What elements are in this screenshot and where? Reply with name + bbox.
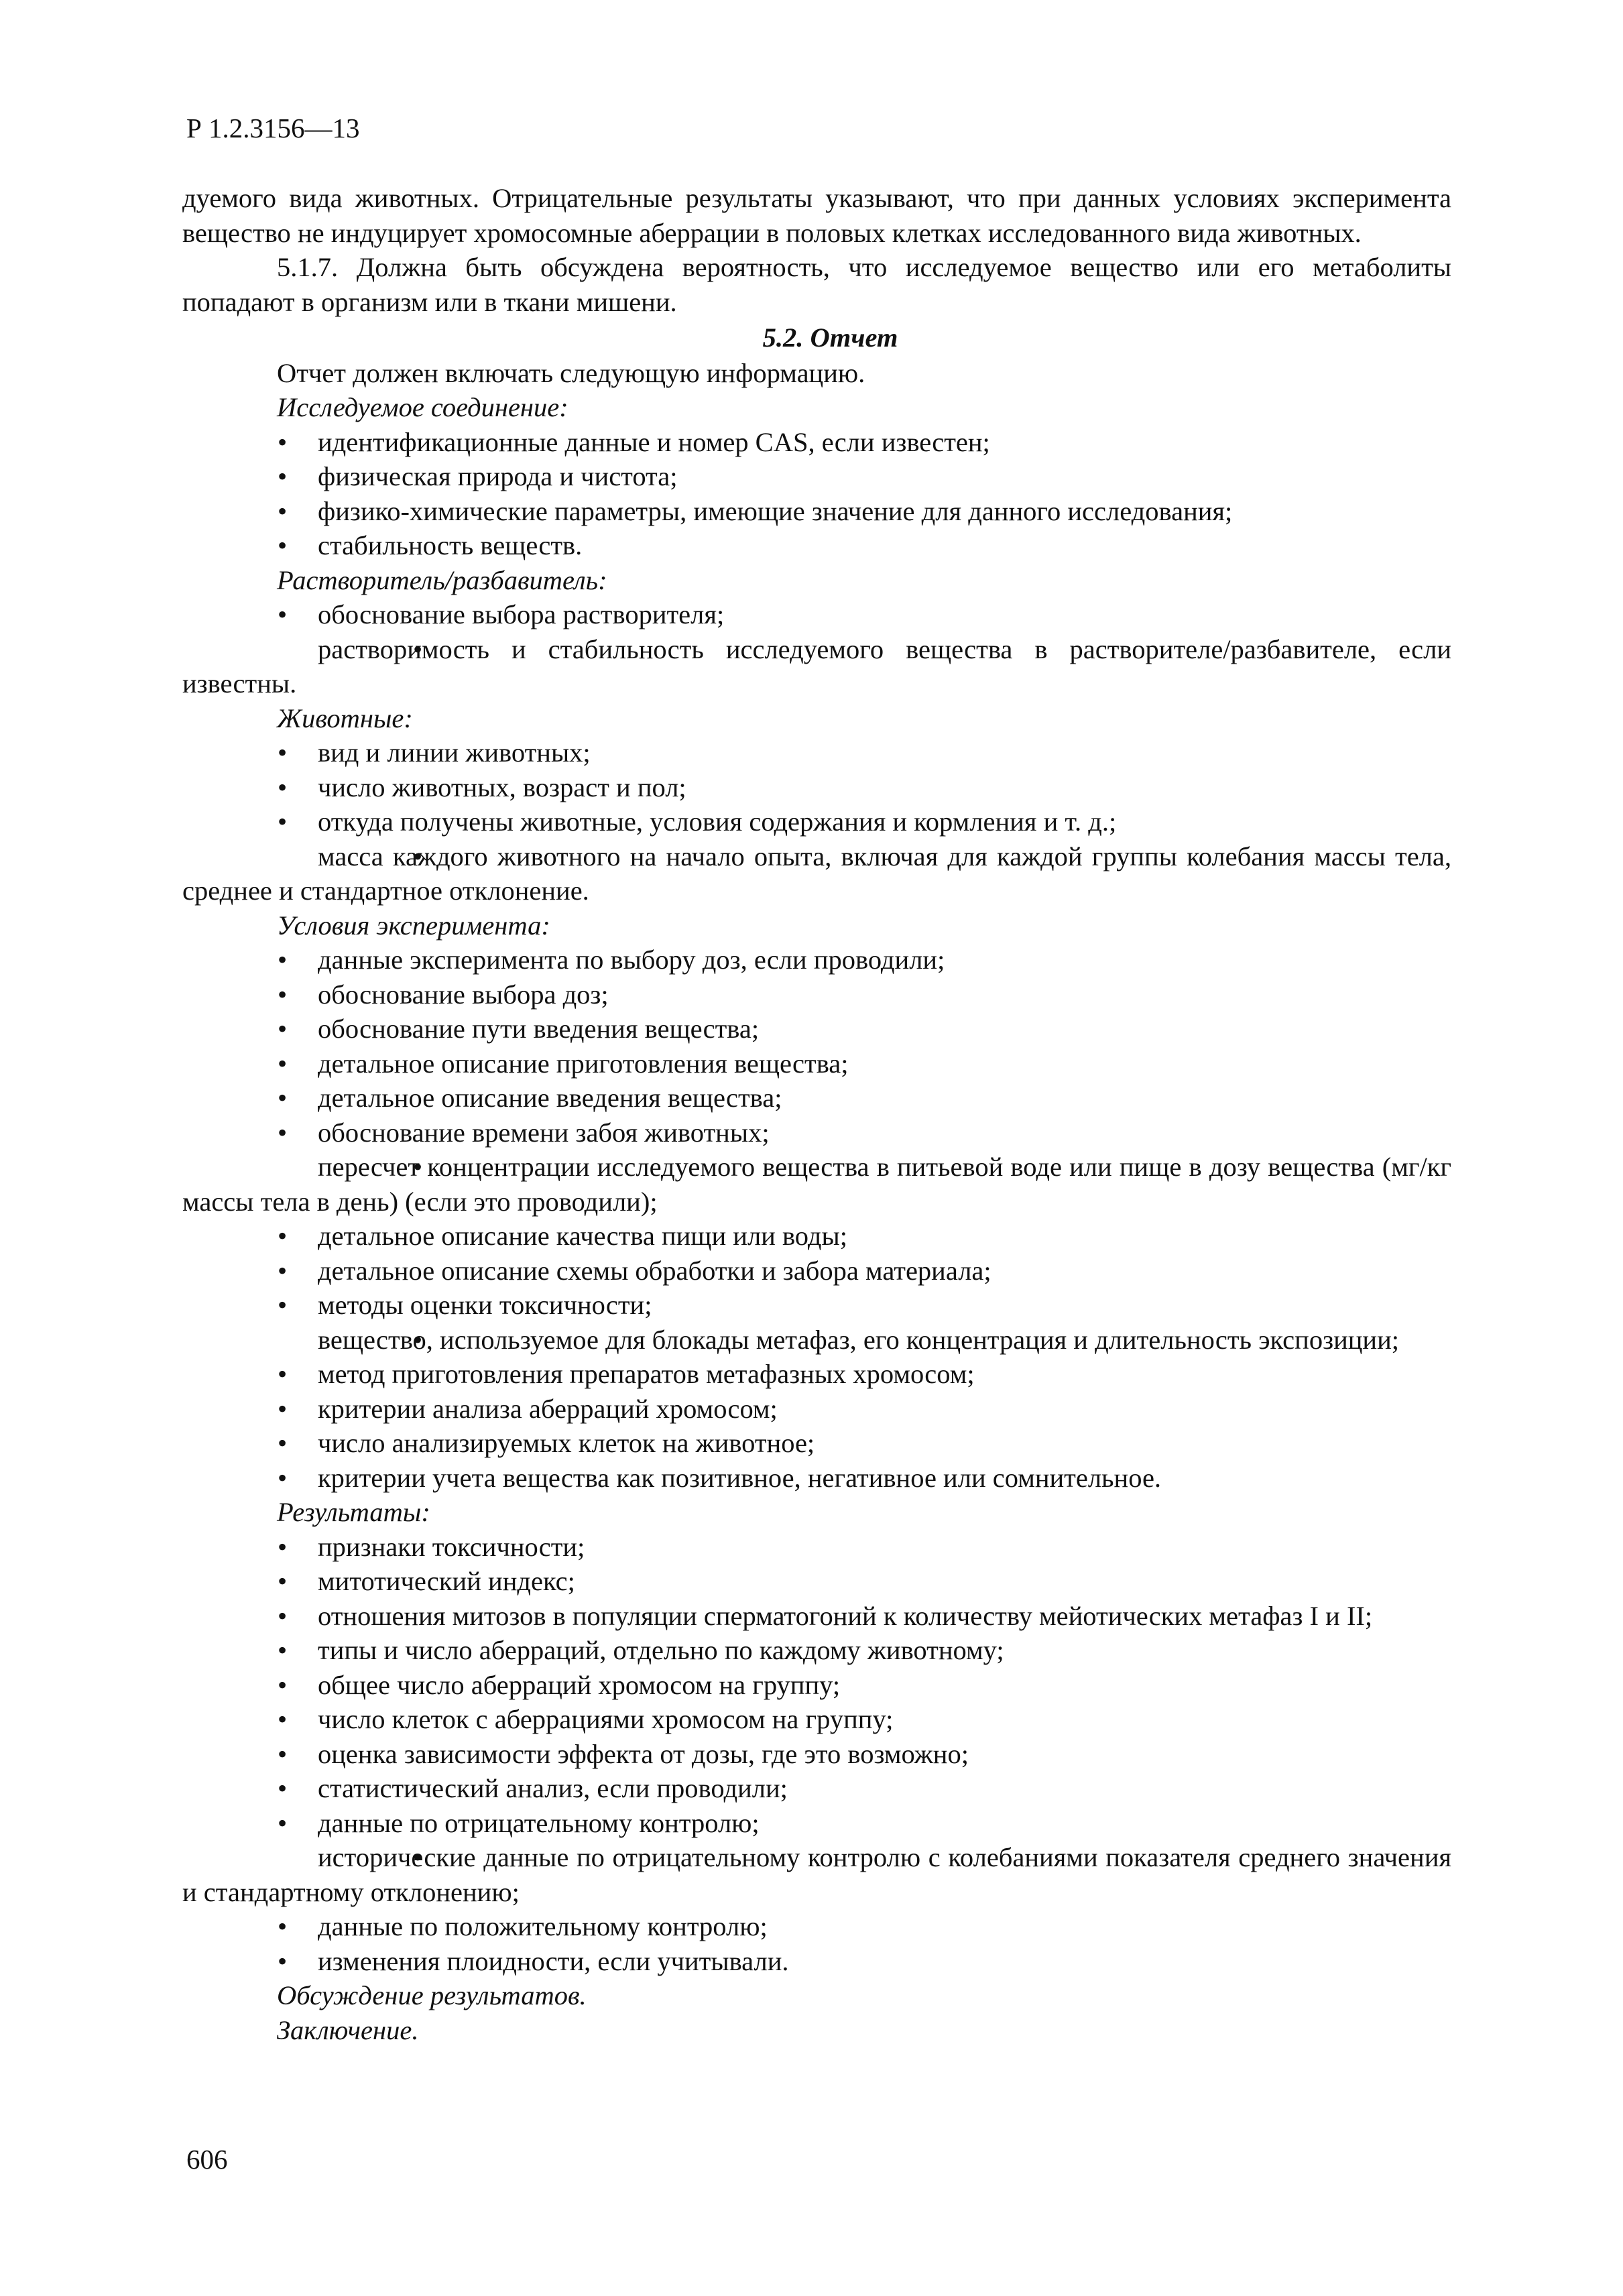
list-item-text: откуда получены животные, условия содержания и кормления и т. д.; — [318, 806, 1117, 837]
list-item-text: методы оценки токсичности; — [318, 1290, 652, 1320]
list-item — [182, 1115, 1451, 1150]
bullet-icon — [278, 1426, 304, 1461]
bullet-icon — [278, 1909, 304, 1944]
list-item — [182, 1323, 1451, 1357]
group-list-solvent — [182, 597, 1451, 701]
list-item — [182, 1426, 1451, 1461]
list-item-text: идентификационные данные и номер CAS, если известен; — [318, 426, 990, 457]
bullet-icon — [278, 1668, 304, 1703]
document-body — [182, 181, 1451, 2047]
list-item — [182, 1840, 1451, 1909]
bullet-icon — [278, 735, 304, 770]
list-item — [182, 1564, 1451, 1599]
list-item — [182, 839, 1451, 908]
group-label-results: Результаты: — [277, 1497, 430, 1527]
list-item — [182, 1357, 1451, 1392]
list-item-text: детальное описание схемы обработки и забора материала; — [318, 1255, 991, 1286]
list-item-text: оценка зависимости эффекта от дозы, где это возможно; — [318, 1738, 969, 1769]
bullet-icon — [278, 804, 304, 839]
group-list-compound — [182, 425, 1451, 563]
list-item-text: физическая природа и чистота; — [318, 461, 678, 491]
bullet-icon — [278, 1254, 304, 1288]
list-item-text: вещество, используемое для блокады метафаз, его концентрация и длительность экспозиции; — [318, 1324, 1400, 1355]
list-item — [182, 943, 1451, 977]
section-lead: Отчет должен включать следующую информацию. — [277, 357, 865, 388]
bullet-icon — [278, 459, 304, 494]
bullet-icon — [278, 1806, 304, 1841]
bullet-icon — [278, 1702, 304, 1737]
bullet-icon — [278, 1081, 304, 1115]
list-item — [182, 1599, 1451, 1634]
list-item-text: митотический индекс; — [318, 1566, 575, 1596]
list-item — [182, 804, 1451, 839]
list-item-text: детальное описание качества пищи или воды; — [318, 1221, 847, 1251]
list-item-text: типы и число аберраций, отдельно по каждому животному; — [318, 1635, 1004, 1665]
group-label-conditions: Условия эксперимента: — [277, 910, 550, 941]
list-item — [182, 459, 1451, 494]
list-item-text: число клеток с аберрациями хромосом на группу; — [318, 1704, 894, 1734]
list-item-text: стабильность веществ. — [318, 530, 583, 560]
list-item — [182, 1702, 1451, 1737]
bullet-icon — [278, 839, 304, 874]
list-item-text: обоснование выбора растворителя; — [318, 599, 725, 629]
list-item — [182, 1909, 1451, 1944]
list-item — [182, 1046, 1451, 1081]
bullet-icon — [278, 1771, 304, 1806]
list-item — [182, 1737, 1451, 1772]
bullet-icon — [278, 1357, 304, 1392]
document-code-header: Р 1.2.3156—13 — [186, 113, 360, 143]
group-list-animals — [182, 735, 1451, 908]
list-item — [182, 1944, 1451, 1979]
list-item — [182, 1392, 1451, 1427]
section-title: 5.2. Отчет — [762, 322, 898, 353]
list-item — [182, 1012, 1451, 1046]
discussion-label: Обсуждение результатов. — [277, 1980, 587, 2010]
group-label-solvent: Растворитель/разбавитель: — [277, 564, 607, 595]
list-item-text: статистический анализ, если проводили; — [318, 1773, 788, 1803]
list-item-text: критерии учета вещества как позитивное, негативное или сомнительное. — [318, 1462, 1162, 1493]
bullet-icon — [278, 1461, 304, 1496]
list-item-text: данные по положительному контролю; — [318, 1911, 768, 1941]
group-label-compound: Исследуемое соединение: — [277, 392, 568, 422]
bullet-icon — [278, 1564, 304, 1599]
bullet-icon — [278, 1737, 304, 1772]
bullet-icon — [278, 1840, 304, 1875]
bullet-icon — [278, 1392, 304, 1427]
bullet-icon — [278, 943, 304, 977]
bullet-icon — [278, 770, 304, 805]
list-item — [182, 1461, 1451, 1496]
bullet-icon — [278, 1046, 304, 1081]
list-item — [182, 977, 1451, 1012]
bullet-icon — [278, 1012, 304, 1046]
group-list-conditions — [182, 943, 1451, 1495]
group-list-results — [182, 1530, 1451, 1979]
bullet-icon — [278, 1150, 304, 1185]
list-item-text: признаки токсичности; — [318, 1531, 585, 1562]
list-item-text: изменения плоидности, если учитывали. — [318, 1945, 789, 1976]
bullet-icon — [278, 1633, 304, 1668]
bullet-icon — [278, 494, 304, 529]
bullet-icon — [278, 1288, 304, 1323]
list-item-text: число животных, возраст и пол; — [318, 772, 686, 802]
list-item — [182, 1668, 1451, 1703]
list-item-text: пересчет концентрации исследуемого вещества в питьевой воде или пище в дозу вещества (мг/кг массы тела в день) (если это проводили); — [182, 1152, 1451, 1217]
list-item-text: детальное описание приготовления вещества; — [318, 1048, 849, 1079]
bullet-icon — [278, 1323, 304, 1357]
list-item — [182, 1633, 1451, 1668]
bullet-icon — [278, 1530, 304, 1565]
group-label-animals: Животные: — [277, 703, 413, 733]
list-item-text: отношения митозов в популяции сперматогоний к количеству мейотических метафаз I и II; — [318, 1600, 1373, 1631]
list-item-text: данные эксперимента по выбору доз, если проводили; — [318, 945, 945, 975]
bullet-icon — [278, 1599, 304, 1634]
list-item — [182, 1530, 1451, 1565]
list-item-text: растворимость и стабильность исследуемого вещества в растворителе/разбавителе, если известны. — [182, 633, 1451, 699]
list-item-text: масса каждого животного на начало опыта, включая для каждой группы колебания массы тела, среднее и стандартное отклонение. — [182, 841, 1451, 906]
list-item — [182, 1288, 1451, 1323]
clause-5-1-7: 5.1.7. Должна быть обсуждена вероятность, что исследуемое вещество или его метаболиты попадают в организм или в ткани мишени. — [182, 252, 1451, 317]
bullet-icon — [278, 597, 304, 632]
list-item — [182, 528, 1451, 563]
bullet-icon — [278, 977, 304, 1012]
list-item — [182, 1806, 1451, 1841]
bullet-icon — [278, 528, 304, 563]
list-item — [182, 735, 1451, 770]
list-item-text: физико-химические параметры, имеющие значение для данного исследования; — [318, 495, 1233, 526]
list-item-text: данные по отрицательному контролю; — [318, 1807, 760, 1838]
list-item-text: метод приготовления препаратов метафазных хромосом; — [318, 1359, 975, 1389]
list-item-text: критерии анализа аберраций хромосом; — [318, 1393, 778, 1424]
bullet-icon — [278, 1219, 304, 1254]
bullet-icon — [278, 1944, 304, 1979]
list-item-text: обоснование пути введения вещества; — [318, 1014, 760, 1044]
list-item-text: вид и линии животных; — [318, 737, 591, 768]
list-item — [182, 770, 1451, 805]
page-number: 606 — [186, 2144, 228, 2175]
list-item — [182, 632, 1451, 701]
list-item — [182, 494, 1451, 529]
list-item-text: общее число аберраций хромосом на группу; — [318, 1669, 841, 1700]
list-item — [182, 1771, 1451, 1806]
list-item — [182, 425, 1451, 460]
list-item — [182, 1081, 1451, 1115]
list-item-text: обоснование выбора доз; — [318, 979, 609, 1010]
bullet-icon — [278, 632, 304, 667]
conclusion-label: Заключение. — [277, 2014, 419, 2045]
bullet-icon — [278, 425, 304, 460]
list-item-text: обоснование времени забоя животных; — [318, 1117, 770, 1148]
list-item-text: исторические данные по отрицательному контролю с колебаниями показателя среднего значения и стандартному отклонению; — [182, 1842, 1451, 1907]
bullet-icon — [278, 1115, 304, 1150]
list-item — [182, 1150, 1451, 1219]
list-item — [182, 597, 1451, 632]
list-item-text: детальное описание введения вещества; — [318, 1083, 782, 1113]
continuation-paragraph: дуемого вида животных. Отрицательные результаты указывают, что при данных условиях эксперимента вещество не индуцирует хромосомные аберрации в половых клетках исследованного вида животных. — [182, 183, 1451, 248]
list-item — [182, 1219, 1451, 1254]
list-item — [182, 1254, 1451, 1288]
list-item-text: число анализируемых клеток на животное; — [318, 1428, 815, 1458]
